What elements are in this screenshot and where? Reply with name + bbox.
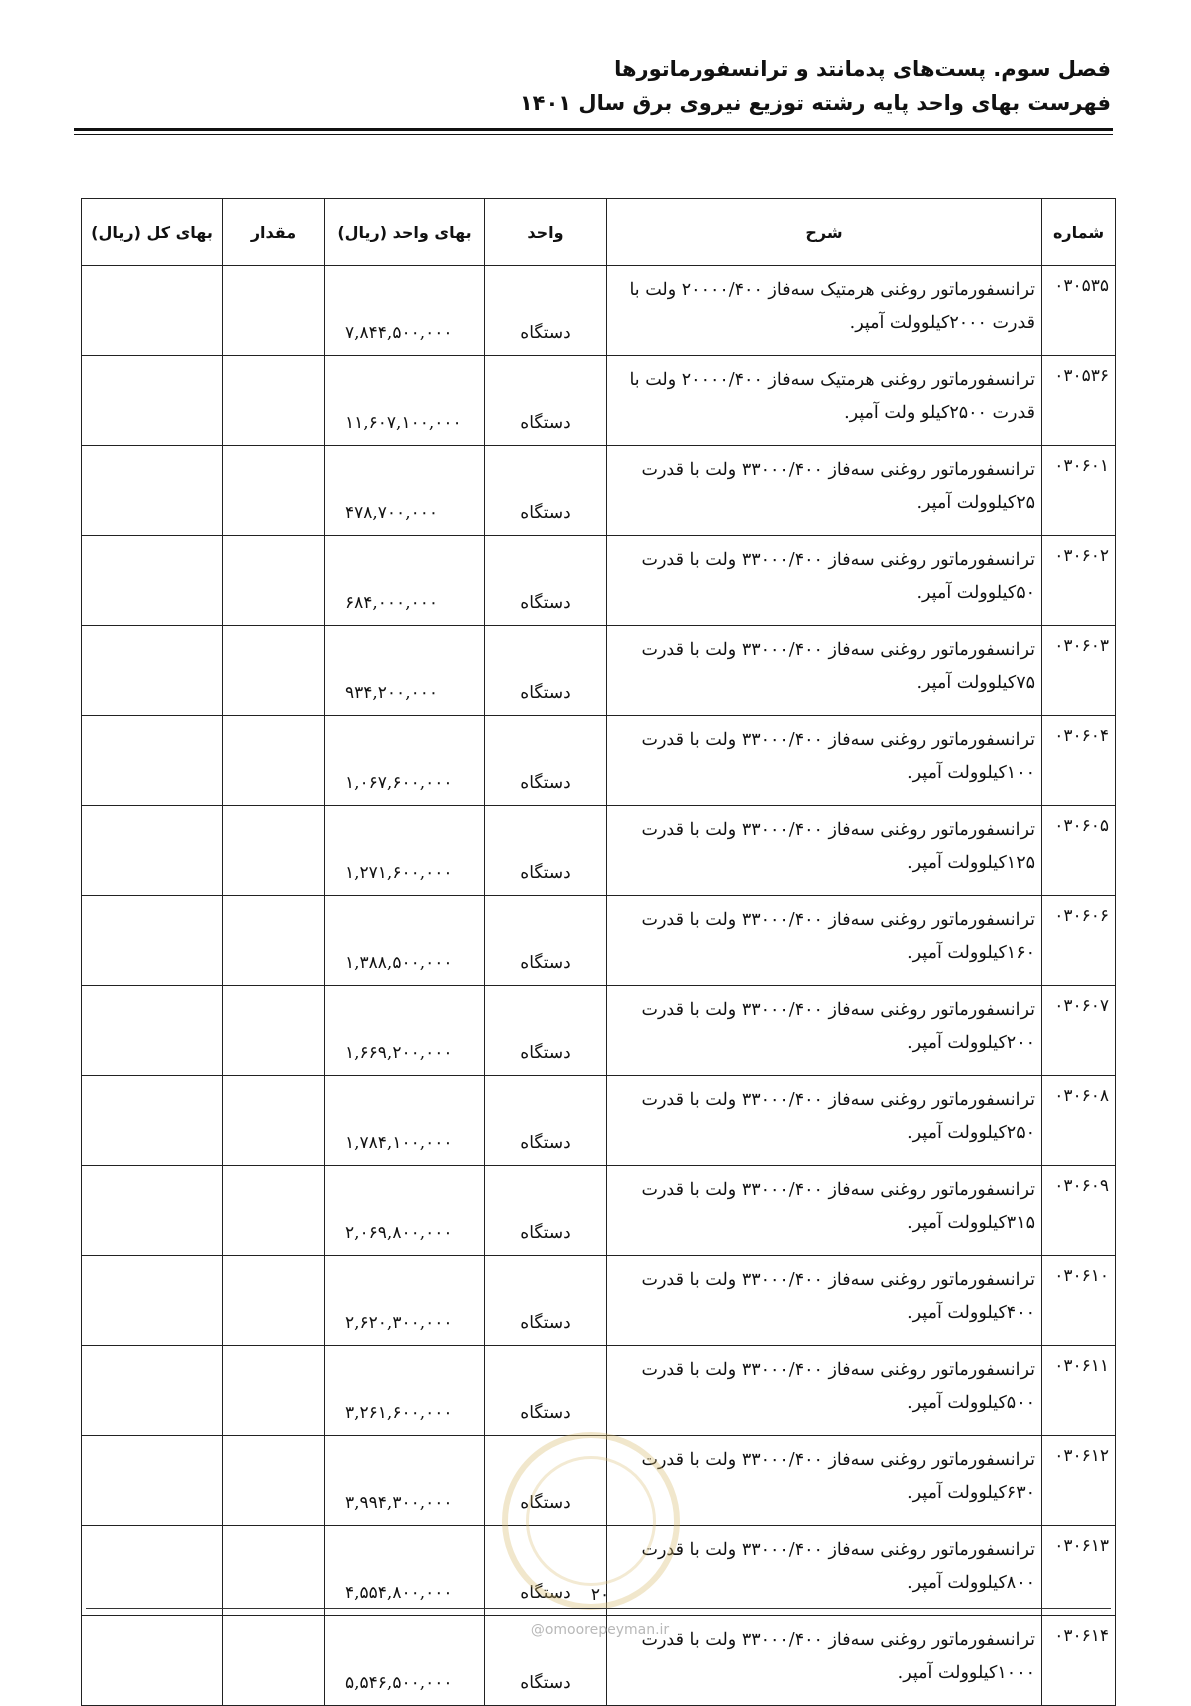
row-description: ترانسفورماتور روغنی سه‌فاز ۳۳۰۰۰/۴۰۰ ولت با قدرت ۱۲۵کیلوولت آمپر. — [607, 806, 1042, 896]
row-unit-price: ۳,۲۶۱,۶۰۰,۰۰۰ — [325, 1346, 485, 1436]
row-unit: دستگاه — [485, 1436, 607, 1526]
row-description: ترانسفورماتور روغنی سه‌فاز ۳۳۰۰۰/۴۰۰ ولت با قدرت ۵۰کیلوولت آمپر. — [607, 536, 1042, 626]
row-unit: دستگاه — [485, 986, 607, 1076]
row-unit: دستگاه — [485, 1256, 607, 1346]
row-unit: دستگاه — [485, 266, 607, 356]
table-row — [82, 356, 1116, 446]
row-total-price — [82, 806, 223, 896]
row-description: ترانسفورماتور روغنی سه‌فاز ۳۳۰۰۰/۴۰۰ ولت با قدرت ۱۰۰کیلوولت آمپر. — [607, 716, 1042, 806]
table-row — [82, 1346, 1116, 1436]
row-quantity — [223, 446, 325, 536]
row-quantity — [223, 1346, 325, 1436]
row-unit: دستگاه — [485, 1616, 607, 1706]
row-total-price — [82, 1616, 223, 1706]
row-total-price — [82, 1076, 223, 1166]
row-total-price — [82, 1436, 223, 1526]
row-unit: دستگاه — [485, 356, 607, 446]
page-number: ۲۰ — [590, 1585, 610, 1605]
row-description: ترانسفورماتور روغنی سه‌فاز ۳۳۰۰۰/۴۰۰ ولت با قدرت ۲۵کیلوولت آمپر. — [607, 446, 1042, 536]
row-quantity — [223, 536, 325, 626]
row-quantity — [223, 716, 325, 806]
row-code: ۰۳۰۶۰۶ — [1042, 896, 1116, 986]
row-code: ۰۳۰۶۱۲ — [1042, 1436, 1116, 1526]
page-header — [71, 52, 1111, 120]
row-total-price — [82, 356, 223, 446]
row-description: ترانسفورماتور روغنی سه‌فاز ۳۳۰۰۰/۴۰۰ ولت با قدرت ۵۰۰کیلوولت آمپر. — [607, 1346, 1042, 1436]
website-watermark: @omoorepeyman.ir — [530, 1622, 670, 1638]
row-code: ۰۳۰۶۱۴ — [1042, 1616, 1116, 1706]
row-code: ۰۳۰۶۰۸ — [1042, 1076, 1116, 1166]
row-unit-price: ۴۷۸,۷۰۰,۰۰۰ — [325, 446, 485, 536]
row-total-price — [82, 716, 223, 806]
row-quantity — [223, 1166, 325, 1256]
row-code: ۰۳۰۶۱۰ — [1042, 1256, 1116, 1346]
row-code: ۰۳۰۶۰۵ — [1042, 806, 1116, 896]
row-description: ترانسفورماتور روغنی سه‌فاز ۳۳۰۰۰/۴۰۰ ولت با قدرت ۲۵۰کیلوولت آمپر. — [607, 1076, 1042, 1166]
row-code: ۰۳۰۶۰۳ — [1042, 626, 1116, 716]
document-title: فهرست بهای واحد پایه رشته توزیع نیروی برق سال ۱۴۰۱ — [519, 91, 1111, 115]
row-quantity — [223, 1256, 325, 1346]
table-row — [82, 1076, 1116, 1166]
row-quantity — [223, 1076, 325, 1166]
footer-rule — [86, 1608, 1111, 1609]
row-total-price — [82, 1256, 223, 1346]
table-row — [82, 1166, 1116, 1256]
row-unit-price: ۹۳۴,۲۰۰,۰۰۰ — [325, 626, 485, 716]
col-header-code: شماره — [1042, 199, 1116, 266]
row-unit-price: ۱,۲۷۱,۶۰۰,۰۰۰ — [325, 806, 485, 896]
row-unit-price: ۶۸۴,۰۰۰,۰۰۰ — [325, 536, 485, 626]
row-code: ۰۳۰۶۰۷ — [1042, 986, 1116, 1076]
row-quantity — [223, 1616, 325, 1706]
row-unit: دستگاه — [485, 716, 607, 806]
table-row — [82, 986, 1116, 1076]
col-header-quantity: مقدار — [223, 199, 325, 266]
row-unit-price: ۱,۰۶۷,۶۰۰,۰۰۰ — [325, 716, 485, 806]
row-code: ۰۳۰۶۰۹ — [1042, 1166, 1116, 1256]
chapter-title: فصل سوم. پست‌های پدمانتد و ترانسفورماتورها — [614, 57, 1111, 81]
row-unit: دستگاه — [485, 896, 607, 986]
header-rule-thick — [74, 128, 1113, 131]
row-total-price — [82, 1346, 223, 1436]
row-code: ۰۳۰۶۰۲ — [1042, 536, 1116, 626]
row-quantity — [223, 356, 325, 446]
row-unit: دستگاه — [485, 536, 607, 626]
row-code: ۰۳۰۵۳۵ — [1042, 266, 1116, 356]
row-description: ترانسفورماتور روغنی هرمتیک سه‌فاز ۲۰۰۰۰/۴۰۰ ولت با قدرت ۲۰۰۰کیلوولت آمپر. — [607, 266, 1042, 356]
row-unit-price: ۷,۸۴۴,۵۰۰,۰۰۰ — [325, 266, 485, 356]
row-total-price — [82, 446, 223, 536]
row-description: ترانسفورماتور روغنی سه‌فاز ۳۳۰۰۰/۴۰۰ ولت با قدرت ۴۰۰کیلوولت آمپر. — [607, 1256, 1042, 1346]
col-header-description: شرح — [607, 199, 1042, 266]
header-rule-thin — [74, 134, 1113, 135]
row-quantity — [223, 1436, 325, 1526]
col-header-unit-price: بهای واحد (ریال) — [325, 199, 485, 266]
row-description: ترانسفورماتور روغنی سه‌فاز ۳۳۰۰۰/۴۰۰ ولت با قدرت ۶۳۰کیلوولت آمپر. — [607, 1436, 1042, 1526]
row-unit: دستگاه — [485, 626, 607, 716]
row-unit: دستگاه — [485, 806, 607, 896]
row-unit: دستگاه — [485, 1166, 607, 1256]
row-total-price — [82, 896, 223, 986]
table-row — [82, 266, 1116, 356]
row-quantity — [223, 1526, 325, 1616]
row-unit-price: ۱۱,۶۰۷,۱۰۰,۰۰۰ — [325, 356, 485, 446]
row-total-price — [82, 536, 223, 626]
row-code: ۰۳۰۶۱۳ — [1042, 1526, 1116, 1616]
row-unit-price: ۴,۵۵۴,۸۰۰,۰۰۰ — [325, 1526, 485, 1616]
row-unit-price: ۱,۳۸۸,۵۰۰,۰۰۰ — [325, 896, 485, 986]
row-description: ترانسفورماتور روغنی سه‌فاز ۳۳۰۰۰/۴۰۰ ولت با قدرت ۸۰۰کیلوولت آمپر. — [607, 1526, 1042, 1616]
row-total-price — [82, 626, 223, 716]
row-unit-price: ۵,۵۴۶,۵۰۰,۰۰۰ — [325, 1616, 485, 1706]
row-total-price — [82, 1526, 223, 1616]
row-unit-price: ۱,۷۸۴,۱۰۰,۰۰۰ — [325, 1076, 485, 1166]
watermark-seal — [502, 1432, 680, 1610]
row-code: ۰۳۰۶۰۱ — [1042, 446, 1116, 536]
col-header-unit: واحد — [485, 199, 607, 266]
row-total-price — [82, 266, 223, 356]
row-unit-price: ۲,۶۲۰,۳۰۰,۰۰۰ — [325, 1256, 485, 1346]
row-total-price — [82, 1166, 223, 1256]
table-row — [82, 626, 1116, 716]
table-row — [82, 716, 1116, 806]
table-row — [82, 536, 1116, 626]
row-code: ۰۳۰۶۰۴ — [1042, 716, 1116, 806]
row-description: ترانسفورماتور روغنی سه‌فاز ۳۳۰۰۰/۴۰۰ ولت با قدرت ۲۰۰کیلوولت آمپر. — [607, 986, 1042, 1076]
row-quantity — [223, 986, 325, 1076]
row-unit: دستگاه — [485, 1526, 607, 1616]
row-quantity — [223, 626, 325, 716]
row-unit: دستگاه — [485, 1076, 607, 1166]
row-description: ترانسفورماتور روغنی سه‌فاز ۳۳۰۰۰/۴۰۰ ولت با قدرت ۷۵کیلوولت آمپر. — [607, 626, 1042, 716]
row-code: ۰۳۰۵۳۶ — [1042, 356, 1116, 446]
row-quantity — [223, 266, 325, 356]
row-unit-price: ۱,۶۶۹,۲۰۰,۰۰۰ — [325, 986, 485, 1076]
table-header-row — [82, 199, 1116, 266]
row-unit: دستگاه — [485, 1346, 607, 1436]
table-row — [82, 1256, 1116, 1346]
row-total-price — [82, 986, 223, 1076]
row-description: ترانسفورماتور روغنی سه‌فاز ۳۳۰۰۰/۴۰۰ ولت با قدرت ۱۶۰کیلوولت آمپر. — [607, 896, 1042, 986]
row-unit-price: ۲,۰۶۹,۸۰۰,۰۰۰ — [325, 1166, 485, 1256]
row-description: ترانسفورماتور روغنی سه‌فاز ۳۳۰۰۰/۴۰۰ ولت با قدرت ۳۱۵کیلوولت آمپر. — [607, 1166, 1042, 1256]
table-row — [82, 896, 1116, 986]
row-unit: دستگاه — [485, 446, 607, 536]
table-row — [82, 446, 1116, 536]
row-description: ترانسفورماتور روغنی هرمتیک سه‌فاز ۲۰۰۰۰/۴۰۰ ولت با قدرت ۲۵۰۰کیلو ولت آمپر. — [607, 356, 1042, 446]
col-header-total-price: بهای کل (ریال) — [82, 199, 223, 266]
row-quantity — [223, 806, 325, 896]
table-row — [82, 806, 1116, 896]
row-unit-price: ۳,۹۹۴,۳۰۰,۰۰۰ — [325, 1436, 485, 1526]
row-description: ترانسفورماتور روغنی سه‌فاز ۳۳۰۰۰/۴۰۰ ولت با قدرت ۱۰۰۰کیلوولت آمپر. — [607, 1616, 1042, 1706]
row-code: ۰۳۰۶۱۱ — [1042, 1346, 1116, 1436]
row-quantity — [223, 896, 325, 986]
